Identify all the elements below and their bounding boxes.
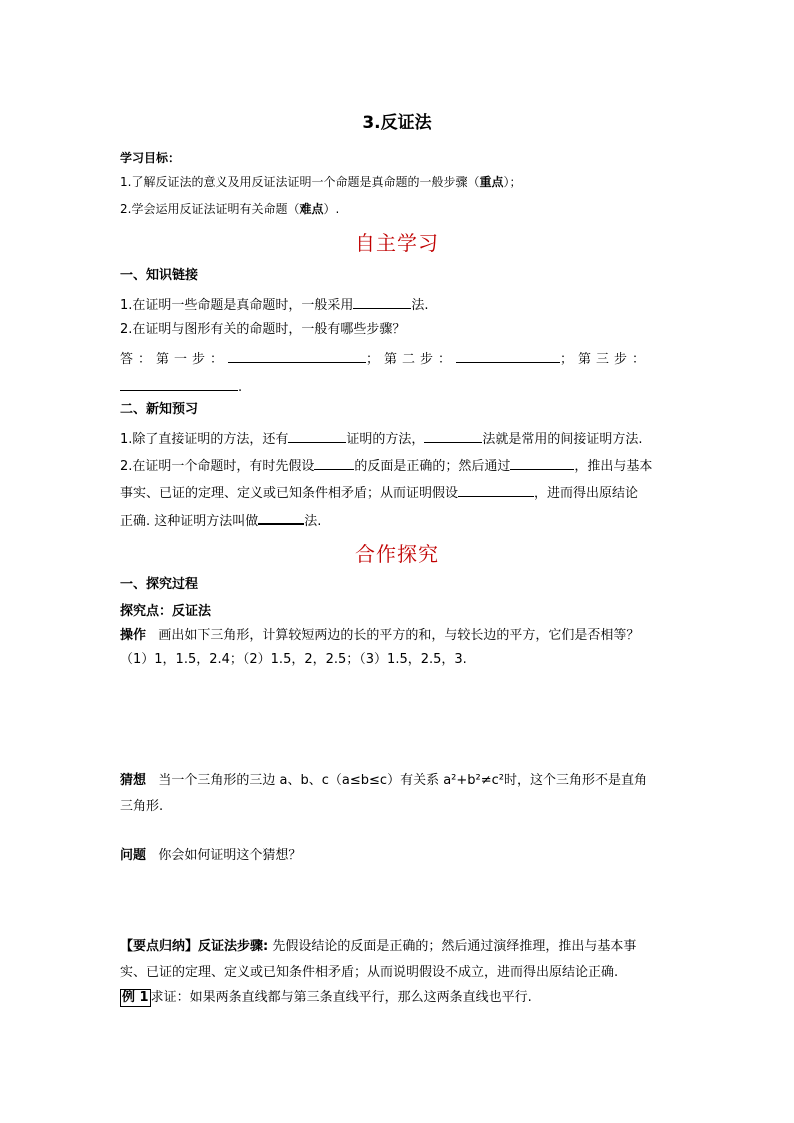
objective-1 [120,172,521,192]
summary-label: 【要点归纳】反证法步骤: [120,939,269,954]
objective-1-text: 1.了解反证法的意义及用反证法证明一个命题是真命题的一般步骤（ [120,175,480,189]
operation-text: 画出如下三角形，计算较短两边的长的平方的和，与较长边的平方，它们是否相等？ [158,628,640,643]
example-label: 例 1 [122,990,149,1005]
answer-blank-step1[interactable] [228,348,366,363]
document-title: 3.反证法 [362,113,432,133]
part1-answer-cont [120,376,242,398]
part2-line3 [120,482,638,504]
explore-heading: 一、探究过程 [120,577,199,592]
objective-2 [120,199,339,219]
summary-cont: 实、已证的定理、定义或已知条件相矛盾；从而说明假设不成立，进而得出原结论正确. [120,965,619,980]
part1-q1-text: 1.在证明一些命题是真命题时，一般采用 [120,298,354,313]
step3-label: ；第三步： [560,352,651,367]
answer-blank[interactable] [458,482,534,497]
summary [120,937,636,957]
part2-l2-b: 的反面是正确的；然后通过 [354,459,511,474]
conjecture-cont: 三角形. [120,799,164,814]
section-title-cooperation: 合作探究 [355,542,439,566]
part2-l4-a: 正确. 这种证明方法叫做 [120,514,259,529]
operation [120,626,639,646]
objectives-heading: 学习目标： [120,151,181,165]
explore-point: 探究点：反证法 [120,604,212,619]
conjecture-text: 当一个三角形的三边 a、b、c（a≤b≤c）有关系 a²+b²≠c²时，这个三角形不是直角 [158,773,647,788]
answer-blank[interactable] [288,428,346,443]
operation-label: 操作 [120,628,147,643]
question-text: 你会如何证明这个猜想？ [158,848,302,863]
answer-blank-step3[interactable] [120,376,238,391]
part2-l2-c: ，推出与基本 [574,459,653,474]
example-text: 求证：如果两条直线都与第三条直线平行，那么这两条直线也平行. [150,990,532,1005]
part2-line1 [120,428,643,450]
example-1 [120,988,532,1008]
conjecture-label: 猜想 [120,773,147,788]
answer-blank[interactable] [353,294,411,309]
section-title-self-study: 自主学习 [355,231,439,255]
part2-l4-b: 法. [304,514,322,529]
part2-l2-a: 2.在证明一个命题时，有时先假设 [120,459,315,474]
part2-l1-b: 证明的方法， [346,432,425,447]
step2-label: ；第二步： [366,352,457,367]
question-label: 问题 [120,848,147,863]
answer-blank[interactable] [314,455,354,470]
question [120,846,301,866]
objective-1-end: ）； [503,175,522,189]
part2-line4 [120,509,321,532]
part1-answer [120,348,650,370]
objective-2-bold: 难点 [299,202,324,216]
answer-blank[interactable] [424,428,482,443]
conjecture [120,771,647,791]
answer-blank[interactable] [510,455,574,470]
part1-q2: 2.在证明与图形有关的命题时，一般有哪些步骤？ [120,322,406,337]
part2-l3-b: ，进而得出原结论 [534,486,639,501]
summary-text: 先假设结论的反面是正确的；然后通过演绎推理，推出与基本事 [268,939,637,954]
part1-q1-end: 法. [411,298,429,313]
objective-2-end: ）. [323,202,340,216]
answer-blank[interactable] [258,509,304,525]
part2-l1-a: 1.除了直接证明的方法，还有 [120,432,289,447]
answer-blank-step2[interactable] [456,348,560,363]
objective-1-bold: 重点 [479,175,504,189]
part1-heading: 一、知识链接 [120,268,199,283]
part2-line2 [120,455,652,477]
part1-q1 [120,294,429,316]
part2-heading: 二、新知预习 [120,402,199,417]
operation-items: （1）1，1.5，2.4；（2）1.5，2，2.5；（3）1.5，2.5，3. [120,652,467,667]
answer-label: 答：第一步： [120,352,229,367]
answer-end: . [238,380,243,395]
part2-l3-a: 事实、已证的定理、定义或已知条件相矛盾；从而证明假设 [120,486,459,501]
objective-2-text: 2.学会运用反证法证明有关命题（ [120,202,300,216]
part2-l1-c: 法就是常用的间接证明方法. [482,432,643,447]
